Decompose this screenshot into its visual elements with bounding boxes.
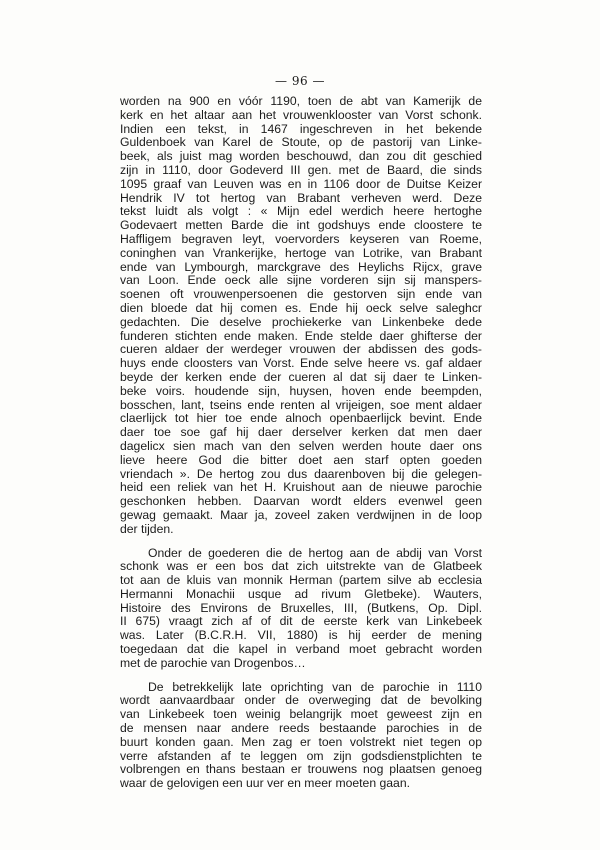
- text-line: van Linkebeek toen weinig belangrijk moet geweest zijn en: [120, 707, 482, 722]
- text-line: kerk en het altaar aan het vrouwenklooster van Vorst schonk.: [120, 107, 482, 122]
- text-line: der tijden.: [120, 521, 174, 536]
- text-line: Onder de goederen die de hertog aan de abdij van Vorst: [148, 545, 482, 560]
- text-line: waar de gelovigen een uur ver en meer moeten gaan.: [120, 776, 410, 791]
- text-line: cueren aldaer der werdeger vrouwen der abdissen des gods-: [120, 342, 482, 357]
- text-line: huys ende cloosters van Vorst. Ende selve heere vs. gaf aldaer: [120, 356, 482, 371]
- text-line: funderen stichten ende maken. Ende stelde daer ghifterse der: [120, 328, 482, 343]
- text-line: beke voirs. houdende sijn, huysen, hoven ende beempden,: [120, 383, 482, 398]
- text-line: beek, als juist mag worden beschouwd, dan zou dit geschied: [120, 149, 482, 164]
- text-line: wordt aanvaardbaar onder de overweging dat de bevolking: [120, 693, 482, 708]
- text-line: Histoire des Environs de Bruxelles, III, (Butkens, Op. Dipl.: [120, 600, 482, 615]
- text-line: Godevaert metten Barde die int godshuys ende cloostere te: [120, 218, 482, 233]
- text-line: gedachten. Die deselve prochiekerke van Linkenbeke dede: [120, 314, 482, 329]
- text-line: volbrengen en thans bestaan er trouwens nog plaatsen genoeg: [120, 762, 482, 777]
- text-line: geschonken hebben. Daarvan wordt elders evenwel geen: [120, 494, 482, 509]
- text-line: van Loon. Ende oeck alle sijne vorderen sijn sij manspers-: [120, 273, 482, 288]
- text-line: tot aan de kluis van monnik Herman (partem silve ab ecclesia: [120, 573, 482, 588]
- text-line: daer toe soe gaf hij daer derselver kerken dat men daer: [120, 425, 482, 440]
- text-line: beyde der kerken ende der cueren al dat sij daer te Linken-: [120, 369, 482, 384]
- text-line: worden na 900 en vóór 1190, toen de abt van Kamerijk de: [120, 94, 482, 108]
- text-line: dagelicx sien mach van den selven werden houte daer ons: [120, 438, 482, 453]
- text-line: zijn in 1110, door Godeverd III gen. met de Baard, die sinds: [120, 162, 482, 177]
- text-line: vriendach ». De hertog zou dus daarenboven bij die gelegen-: [120, 466, 482, 481]
- text-line: claerlijck tot hier toe ende alnoch openbaerlijck bevint. Ende: [120, 411, 482, 426]
- text-line: Hendrik IV tot hertog van Brabant verheven werd. Deze: [120, 190, 482, 205]
- text-line: lieve heere God die bitter doet aen starf opten goeden: [120, 452, 482, 467]
- body-text: [120, 95, 482, 791]
- text-line: was. Later (B.C.R.H. VII, 1880) is hij eerder de mening: [120, 628, 482, 643]
- paragraph-3: [120, 681, 482, 791]
- text-line: dien bloede dat hij comen es. Ende hij oeck selve saleghcr: [120, 300, 482, 315]
- text-line: Haffligem begraven leyt, voervorders keyseren van Roeme,: [120, 231, 482, 246]
- text-line: Indien een tekst, in 1467 ingeschreven in het bekende: [120, 121, 482, 136]
- text-line: gewag gemaakt. Maar ja, zoveel zaken verdwijnen in de loop: [120, 507, 482, 522]
- page-number: — 96 —: [275, 74, 325, 88]
- text-line: de mensen naar andere reeds bestaande parochies in de: [120, 721, 482, 736]
- paragraph-1: [120, 95, 482, 537]
- text-line: bosschen, lant, tseins ende renten al vrijeigen, soe ment aldaer: [120, 397, 482, 412]
- text-line: soenen oft vrouwenpersoenen die gestorven sijn ende van: [120, 287, 482, 302]
- text-line: coninghen van Vrankerijke, hertoge van Lotrike, van Brabant: [120, 245, 482, 260]
- text-line: toegedaan dat die kapel in verband moet gebracht worden: [120, 642, 482, 657]
- text-line: buurt konden gaan. Men zag er toen volstrekt niet tegen op: [120, 734, 482, 749]
- text-line: schonk was er een bos dat zich uitstrekte van de Glatbeek: [120, 559, 482, 574]
- text-line: ende van Lymbourgh, marckgrave des Heylichs Rijcx, grave: [120, 259, 482, 274]
- paragraph-2: [120, 547, 482, 671]
- text-line: tekst luidt als volgt : « Mijn edel werdich heere hertoghe: [120, 204, 482, 219]
- text-line: verre afstanden af te leggen om zijn godsdienstplichten te: [120, 748, 482, 763]
- text-line: De betrekkelijk late oprichting van de parochie in 1110: [148, 679, 482, 694]
- text-line: 1095 graaf van Leuven was en in 1106 door de Duitse Keizer: [120, 176, 482, 191]
- text-line: Hermanni Monachii usque ad rivum Gletbeke). Wauters,: [120, 586, 482, 601]
- text-line: Guldenboek van Karel de Stoute, op de pastorij van Linke-: [120, 135, 482, 150]
- text-line: II 675) vraagt zich af of dit de eerste kerk van Linkebeek: [120, 614, 482, 629]
- text-line: heid een reliek van het H. Kruishout aan de nieuwe parochie: [120, 480, 482, 495]
- text-line: met de parochie van Drogenbos…: [120, 655, 306, 670]
